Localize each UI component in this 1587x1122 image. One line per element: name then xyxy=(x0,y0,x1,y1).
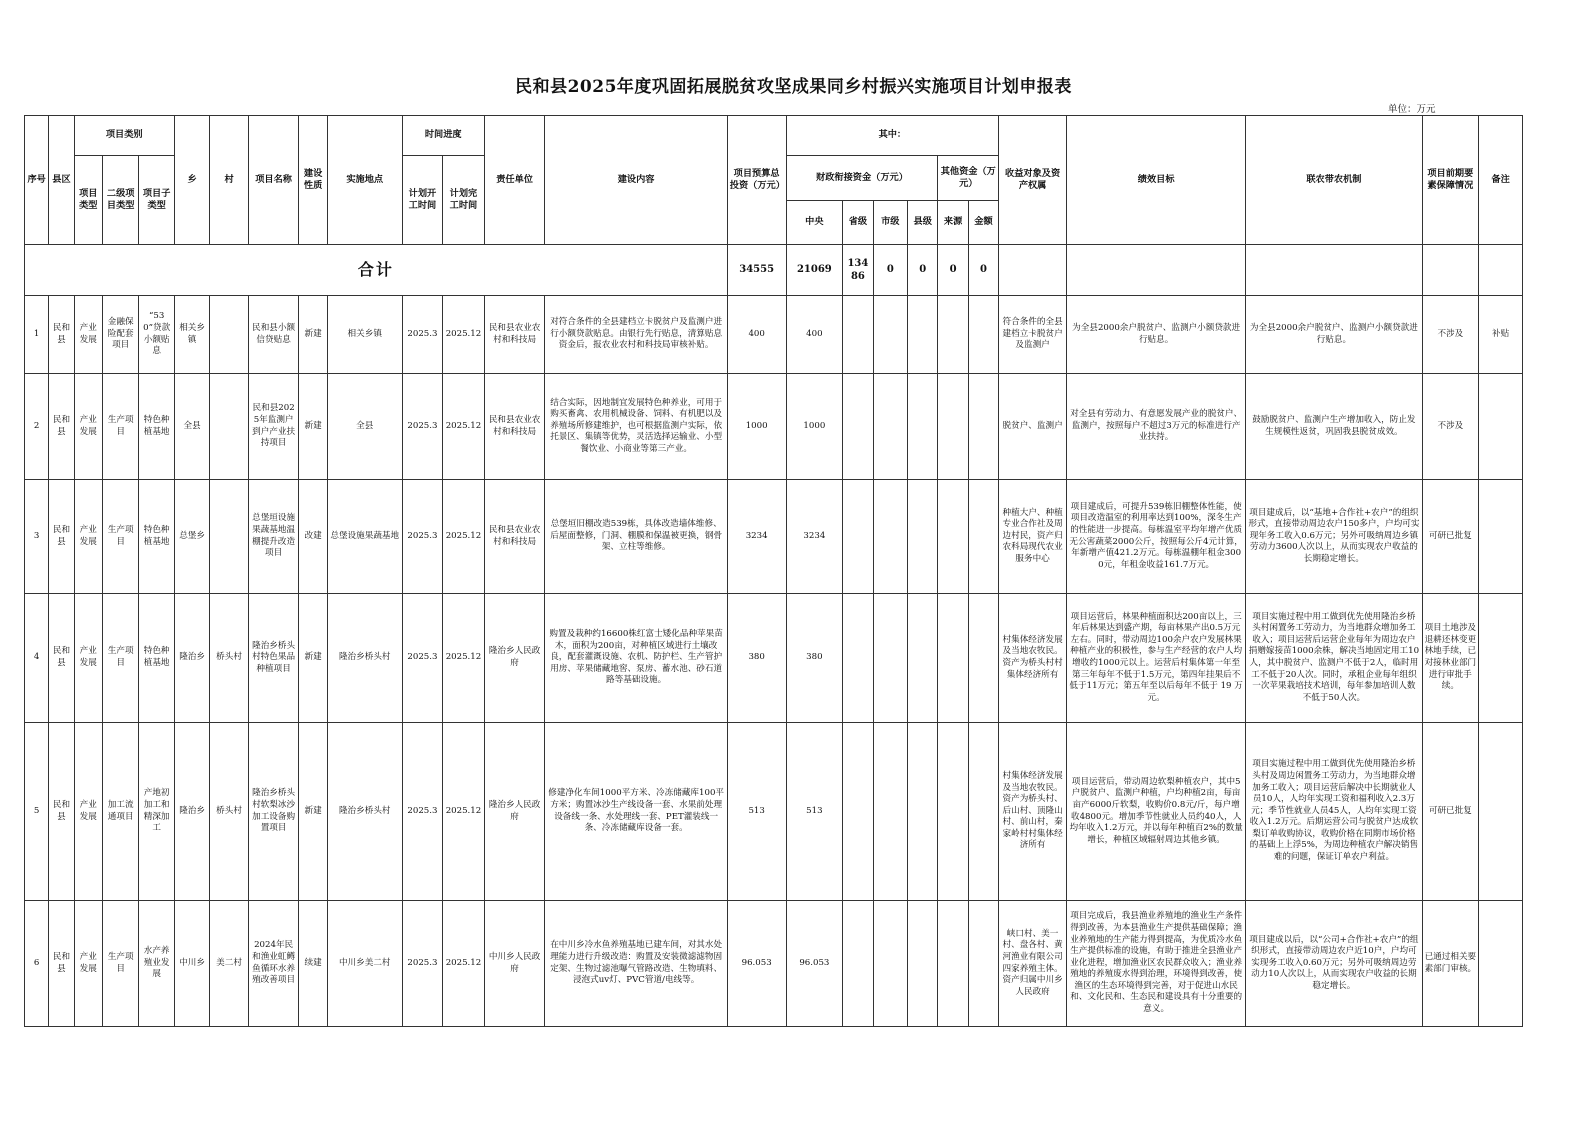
header-beneficiary: 收益对象及资产权属 xyxy=(999,116,1067,245)
header-village: 村 xyxy=(210,116,248,245)
cell-town: 全县 xyxy=(174,374,209,480)
header-goal: 绩效目标 xyxy=(1067,116,1246,245)
cell-nature: 续建 xyxy=(299,901,327,1027)
cell-end: 2025.12 xyxy=(443,374,485,480)
cell-county-level xyxy=(908,901,938,1027)
cell-start: 2025.3 xyxy=(402,901,443,1027)
header-provincial: 省级 xyxy=(843,201,873,245)
table-row xyxy=(25,723,1523,901)
cell-amount xyxy=(968,723,998,901)
cell-remark xyxy=(1479,723,1523,901)
cell-nature: 新建 xyxy=(299,296,327,374)
cell-central: 3234 xyxy=(786,480,843,594)
cell-location: 全县 xyxy=(327,374,402,480)
cell-budget: 380 xyxy=(727,594,786,723)
total-label: 合计 xyxy=(25,245,728,296)
header-nature: 建设性质 xyxy=(299,116,327,245)
cell-content: 购置及栽种约16600株红富士矮化品种苹果苗木，面积为200亩，对种植区域进行土壤改良，配套灌溉设施、农机、防护栏、生产管护用房、苹果储藏地窖、泵房、蓄水池、砂石道路等基础设施。 xyxy=(545,594,727,723)
header-schedule: 时间进度 xyxy=(402,116,484,156)
header-location: 实施地点 xyxy=(327,116,402,245)
cell-provincial xyxy=(843,723,873,901)
cell-subtype2: 生产项目 xyxy=(102,480,138,594)
cell-town: 隆治乡 xyxy=(174,723,209,901)
cell-central: 1000 xyxy=(786,374,843,480)
total-city: 0 xyxy=(873,245,907,296)
cell-budget: 513 xyxy=(727,723,786,901)
header-source: 来源 xyxy=(938,201,968,245)
cell-seq: 2 xyxy=(25,374,49,480)
cell-amount xyxy=(968,594,998,723)
cell-source xyxy=(938,374,968,480)
header-guarantee: 项目前期要素保障情况 xyxy=(1422,116,1479,245)
cell-village xyxy=(210,374,248,480)
header-remark: 备注 xyxy=(1479,116,1523,245)
cell-subtype3: 产地初加工和精深加工 xyxy=(139,723,174,901)
cell-start: 2025.3 xyxy=(402,594,443,723)
cell-nature: 新建 xyxy=(299,594,327,723)
cell-mechanism: 鼓励脱贫户、监测户生产增加收入，防止发生规模性返贫，巩固我县脱贫成效。 xyxy=(1246,374,1422,480)
header-mechanism: 联农带农机制 xyxy=(1246,116,1422,245)
cell-source xyxy=(938,723,968,901)
cell-village: 桥头村 xyxy=(210,723,248,901)
cell-city xyxy=(873,901,907,1027)
total-mechanism xyxy=(1246,245,1422,296)
cell-location: 相关乡镇 xyxy=(327,296,402,374)
cell-city xyxy=(873,723,907,901)
cell-seq: 1 xyxy=(25,296,49,374)
cell-unit-resp: 民和县农业农村和科技局 xyxy=(484,296,545,374)
cell-mechanism: 项目建成以后，以“公司+合作社+农户”的组织形式，直接带动周边农户近10户，户均可实现务工收入0.60万元；另外可吸纳周边劳动力10人次以上，从而实现农户收益的长期稳定增长。 xyxy=(1246,901,1422,1027)
cell-content: 修建净化车间1000平方米、冷冻储藏库100平方米；购置冰沙生产线设备一套、水果前处理设备线一条、水处理线一套、PET灌装线一条、冷冻储藏库设备一套。 xyxy=(545,723,727,901)
header-subtype3: 项目子类型 xyxy=(139,156,174,245)
header-name: 项目名称 xyxy=(248,116,299,245)
header-content: 建设内容 xyxy=(545,116,727,245)
cell-central: 96.053 xyxy=(786,901,843,1027)
cell-type: 产业发展 xyxy=(74,901,102,1027)
cell-location: 中川乡美二村 xyxy=(327,901,402,1027)
cell-start: 2025.3 xyxy=(402,723,443,901)
header-amount: 金额 xyxy=(968,201,998,245)
cell-location: 隆治乡桥头村 xyxy=(327,723,402,901)
cell-town: 中川乡 xyxy=(174,901,209,1027)
header-central: 中央 xyxy=(786,201,843,245)
cell-nature: 改建 xyxy=(299,480,327,594)
cell-town: 隆治乡 xyxy=(174,594,209,723)
cell-goal: 为全县2000余户脱贫户、监测户小额贷款进行贴息。 xyxy=(1067,296,1246,374)
cell-remark: 补贴 xyxy=(1479,296,1523,374)
cell-county-level xyxy=(908,723,938,901)
cell-subtype3: 特色种植基地 xyxy=(139,374,174,480)
cell-beneficiary: 村集体经济发展及当地农牧民。资产为桥头村村集体经济所有 xyxy=(999,594,1067,723)
cell-type: 产业发展 xyxy=(74,296,102,374)
cell-mechanism: 项目建成后，以“基地+合作社+农户”的组织形式，直接带动周边农户150多户，户均可实现年务工收入0.6万元；另外可吸纳周边乡镇劳动力3600人次以上，从而实现农户收益的长期稳定增长。 xyxy=(1246,480,1422,594)
cell-county: 民和县 xyxy=(49,374,74,480)
header-county: 县区 xyxy=(49,116,74,245)
cell-unit-resp: 隆治乡人民政府 xyxy=(484,723,545,901)
total-guarantee xyxy=(1422,245,1479,296)
cell-nature: 新建 xyxy=(299,374,327,480)
header-town: 乡 xyxy=(174,116,209,245)
header-among: 其中： xyxy=(786,116,999,156)
cell-end: 2025.12 xyxy=(443,594,485,723)
cell-county: 民和县 xyxy=(49,594,74,723)
table-row xyxy=(25,480,1523,594)
cell-provincial xyxy=(843,594,873,723)
unit-label: 单位：万元 xyxy=(1388,104,1436,115)
table-row xyxy=(25,594,1523,723)
header-budget: 项目预算总投资（万元） xyxy=(727,116,786,245)
cell-central: 400 xyxy=(786,296,843,374)
cell-subtype2: 加工流通项目 xyxy=(102,723,138,901)
cell-name: 民和县小额信贷贴息 xyxy=(248,296,299,374)
cell-budget: 400 xyxy=(727,296,786,374)
cell-goal: 项目运营后，林果种植面积达200亩以上，三年后林果达到盛产期，每亩林果产出0.5万元左右。同时，带动周边100余户农户发展林果种植产业的积极性，参与生产经营的农户人均增收约1000元以上。运营后村集体第一年至第三年每年不低于1.5万元，第四年挂果后不低于11万元；第五年至以后每年不低于 19 万元。 xyxy=(1067,594,1246,723)
cell-name: 2024年民和渔业虹鳟鱼循环水养殖改善项目 xyxy=(248,901,299,1027)
cell-name: 总堡垣设施果蔬基地温棚提升改造项目 xyxy=(248,480,299,594)
cell-guarantee: 不涉及 xyxy=(1422,374,1479,480)
header-type: 项目类型 xyxy=(74,156,102,245)
total-central: 21069 xyxy=(786,245,843,296)
cell-location: 隆治乡桥头村 xyxy=(327,594,402,723)
cell-end: 2025.12 xyxy=(443,723,485,901)
cell-mechanism: 项目实施过程中用工做到优先使用隆治乡桥头村闲置务工劳动力，为当地群众增加务工收入；项目运营后运营企业每年为周边农户捐赠嫁接苗1000余株，解决当地固定用工10人，其中脱贫户、监测户不低于2人，临时用工不低于20人次。同时，承租企业每年组织一次苹果栽培技术培训，每年参加培训人数不低于50人次。 xyxy=(1246,594,1422,723)
total-source: 0 xyxy=(938,245,968,296)
cell-remark xyxy=(1479,594,1523,723)
cell-unit-resp: 中川乡人民政府 xyxy=(484,901,545,1027)
cell-budget: 96.053 xyxy=(727,901,786,1027)
cell-subtype3: 特色种植基地 xyxy=(139,594,174,723)
cell-remark xyxy=(1479,901,1523,1027)
cell-type: 产业发展 xyxy=(74,374,102,480)
cell-city xyxy=(873,480,907,594)
total-beneficiary xyxy=(999,245,1067,296)
cell-unit-resp: 民和县农业农村和科技局 xyxy=(484,480,545,594)
cell-county: 民和县 xyxy=(49,901,74,1027)
cell-provincial xyxy=(843,901,873,1027)
header-other: 其他资金（万元） xyxy=(938,156,999,201)
cell-subtype3: 水产养殖业发展 xyxy=(139,901,174,1027)
cell-goal: 项目完成后，我县渔业养殖地的渔业生产条件得到改善，为本县渔业生产提供基础保障；渔业养殖地的生产能力得到提高，为优质冷水鱼生产提供标准的设施，有助于推进全县渔业产业化进程，增加渔业区农民群众收入；渔业养殖地的养殖废水得到治理，环境得到改善，使渔区的生态环境得到完善，对于促进山水民和、文化民和、生态民和建设具有十分重要的意义。 xyxy=(1067,901,1246,1027)
cell-subtype2: 生产项目 xyxy=(102,901,138,1027)
cell-mechanism: 项目实施过程中用工做到优先使用隆治乡桥头村及周边闲置务工劳动力，为当地群众增加务工收入；项目运营后解决中长期就业人员10人，人均年实现工资和福利收入2.3万元；季节性就业人员45人，人均年实现工资收入1.2万元。后期运营公司与脱贫户达成软梨订单收购协议，收购价格在同期市场价格的基础上上浮5%，为周边种植农户解决销售难的问题，保证订单农户利益。 xyxy=(1246,723,1422,901)
cell-beneficiary: 峡口村、美一村、盘各村、黄河渔业有限公司四家养殖主体。资产归属中川乡人民政府 xyxy=(999,901,1067,1027)
cell-seq: 5 xyxy=(25,723,49,901)
cell-central: 513 xyxy=(786,723,843,901)
cell-city xyxy=(873,594,907,723)
cell-provincial xyxy=(843,480,873,594)
total-amount: 0 xyxy=(968,245,998,296)
cell-provincial xyxy=(843,374,873,480)
cell-amount xyxy=(968,374,998,480)
cell-start: 2025.3 xyxy=(402,296,443,374)
cell-village: 桥头村 xyxy=(210,594,248,723)
cell-guarantee: 项目土地涉及退耕还林变更林地手续，已对接林业部门进行审批手续。 xyxy=(1422,594,1479,723)
total-budget: 34555 xyxy=(727,245,786,296)
cell-beneficiary: 种植大户、种植专业合作社及周边村民，资产归农科局现代农业服务中心 xyxy=(999,480,1067,594)
cell-amount xyxy=(968,901,998,1027)
header-fiscal: 财政衔接资金（万元） xyxy=(786,156,938,201)
cell-subtype2: 生产项目 xyxy=(102,374,138,480)
project-table xyxy=(24,115,1523,1027)
cell-town: 总堡乡 xyxy=(174,480,209,594)
cell-guarantee: 不涉及 xyxy=(1422,296,1479,374)
total-goal xyxy=(1067,245,1246,296)
cell-location: 总堡设施果蔬基地 xyxy=(327,480,402,594)
cell-content: 对符合条件的全县建档立卡脱贫户及监测户进行小额贷款贴息。由银行先行贴息，清算贴息资金后，报农业农村和科技局审核补贴。 xyxy=(545,296,727,374)
header-city: 市级 xyxy=(873,201,907,245)
cell-unit-resp: 民和县农业农村和科技局 xyxy=(484,374,545,480)
cell-subtype2: 生产项目 xyxy=(102,594,138,723)
cell-guarantee: 可研已批复 xyxy=(1422,723,1479,901)
cell-budget: 3234 xyxy=(727,480,786,594)
cell-town: 相关乡镇 xyxy=(174,296,209,374)
total-provincial: 13486 xyxy=(843,245,873,296)
cell-central: 380 xyxy=(786,594,843,723)
cell-goal: 项目运营后，带动周边软梨种植农户，其中5户脱贫户、监测户种植，户均种植2亩，每亩亩产6000斤软梨，收购价0.8元/斤，每户增收4800元。增加季节性就业人员约40人，人均年收入1.2万元，并以每年种植百2%的数量增长，种植区域辐射周边其他乡镇。 xyxy=(1067,723,1246,901)
header-category: 项目类别 xyxy=(74,116,174,156)
cell-beneficiary: 脱贫户、监测户 xyxy=(999,374,1067,480)
cell-seq: 4 xyxy=(25,594,49,723)
cell-seq: 6 xyxy=(25,901,49,1027)
cell-amount xyxy=(968,296,998,374)
cell-type: 产业发展 xyxy=(74,480,102,594)
cell-guarantee: 可研已批复 xyxy=(1422,480,1479,594)
cell-budget: 1000 xyxy=(727,374,786,480)
cell-subtype3: 特色种植基地 xyxy=(139,480,174,594)
header-start: 计划开工时间 xyxy=(402,156,443,245)
cell-nature: 新建 xyxy=(299,723,327,901)
page-title: 民和县2025年度巩固拓展脱贫攻坚成果同乡村振兴实施项目计划申报表 xyxy=(515,77,1072,97)
cell-subtype3: “530”贷款小额贴息 xyxy=(139,296,174,374)
total-county-level: 0 xyxy=(908,245,938,296)
cell-remark xyxy=(1479,480,1523,594)
cell-provincial xyxy=(843,296,873,374)
cell-village: 美二村 xyxy=(210,901,248,1027)
total-remark xyxy=(1479,245,1523,296)
table-row xyxy=(25,374,1523,480)
cell-county: 民和县 xyxy=(49,480,74,594)
cell-county-level xyxy=(908,296,938,374)
cell-name: 民和县2025年监测户到户产业扶持项目 xyxy=(248,374,299,480)
cell-content: 结合实际，因地制宜发展特色种养业，可用于购买畜禽、农用机械设备、饲料、有机肥以及养殖场所修建维护，也可根据监测户实际，依托景区、集镇等优势，灵活选择运输业、小型餐饮业、小商业等第三产业。 xyxy=(545,374,727,480)
cell-source xyxy=(938,296,968,374)
header-seq: 序号 xyxy=(25,116,49,245)
cell-city xyxy=(873,374,907,480)
cell-amount xyxy=(968,480,998,594)
cell-county: 民和县 xyxy=(49,723,74,901)
header-county-level: 县级 xyxy=(908,201,938,245)
cell-beneficiary: 符合条件的全县建档立卡脱贫户及监测户 xyxy=(999,296,1067,374)
header-unit-resp: 责任单位 xyxy=(484,116,545,245)
cell-unit-resp: 隆治乡人民政府 xyxy=(484,594,545,723)
cell-city xyxy=(873,296,907,374)
cell-county-level xyxy=(908,594,938,723)
cell-county-level xyxy=(908,374,938,480)
cell-type: 产业发展 xyxy=(74,723,102,901)
cell-guarantee: 已通过相关要素部门审核。 xyxy=(1422,901,1479,1027)
cell-content: 总堡垣旧棚改造539栋，具体改造墙体维修、后屋面整修，门洞、棚膜和保温被更换，钢骨架、立柱等维修。 xyxy=(545,480,727,594)
cell-remark xyxy=(1479,374,1523,480)
cell-village xyxy=(210,296,248,374)
cell-goal: 对全县有劳动力、有意愿发展产业的脱贫户、监测户，按照每户不超过3万元的标准进行产业扶持。 xyxy=(1067,374,1246,480)
cell-source xyxy=(938,901,968,1027)
cell-end: 2025.12 xyxy=(443,296,485,374)
cell-type: 产业发展 xyxy=(74,594,102,723)
cell-subtype2: 金融保险配套项目 xyxy=(102,296,138,374)
total-row xyxy=(25,245,1523,296)
cell-source xyxy=(938,480,968,594)
header-subtype2: 二级项目类型 xyxy=(102,156,138,245)
table-row xyxy=(25,296,1523,374)
cell-start: 2025.3 xyxy=(402,480,443,594)
cell-name: 隆治乡桥头村特色果品种植项目 xyxy=(248,594,299,723)
header-end: 计划完工时间 xyxy=(443,156,485,245)
cell-end: 2025.12 xyxy=(443,480,485,594)
cell-seq: 3 xyxy=(25,480,49,594)
cell-county: 民和县 xyxy=(49,296,74,374)
cell-end: 2025.12 xyxy=(443,901,485,1027)
cell-start: 2025.3 xyxy=(402,374,443,480)
cell-mechanism: 为全县2000余户脱贫户、监测户小额贷款进行贴息。 xyxy=(1246,296,1422,374)
cell-name: 隆治乡桥头村软梨冰沙加工设备购置项目 xyxy=(248,723,299,901)
cell-beneficiary: 村集体经济发展及当地农牧民。资产为桥头村、后山村、顶隆山村、前山村，秦家岭村村集体经济所有 xyxy=(999,723,1067,901)
table-row xyxy=(25,901,1523,1027)
cell-village xyxy=(210,480,248,594)
cell-content: 在中川乡冷水鱼养殖基地已建车间，对其水处理能力进行升级改造：购置及安装微滤滤物固定架、生物过滤池曝气管路改造、生物填料、浸泡式uv灯、PVC管道/电线等。 xyxy=(545,901,727,1027)
cell-county-level xyxy=(908,480,938,594)
cell-source xyxy=(938,594,968,723)
cell-goal: 项目建成后，可提升539栋旧棚整体性能，使项目改造温室的利用率达到100%，深冬生产的性能进一步提高。每栋温室平均年增产优质无公害蔬菜2000公斤，按照每公斤4元计算，年新增产值421.2万元。每栋温棚年租金3000元，年租金收益161.7万元。 xyxy=(1067,480,1246,594)
